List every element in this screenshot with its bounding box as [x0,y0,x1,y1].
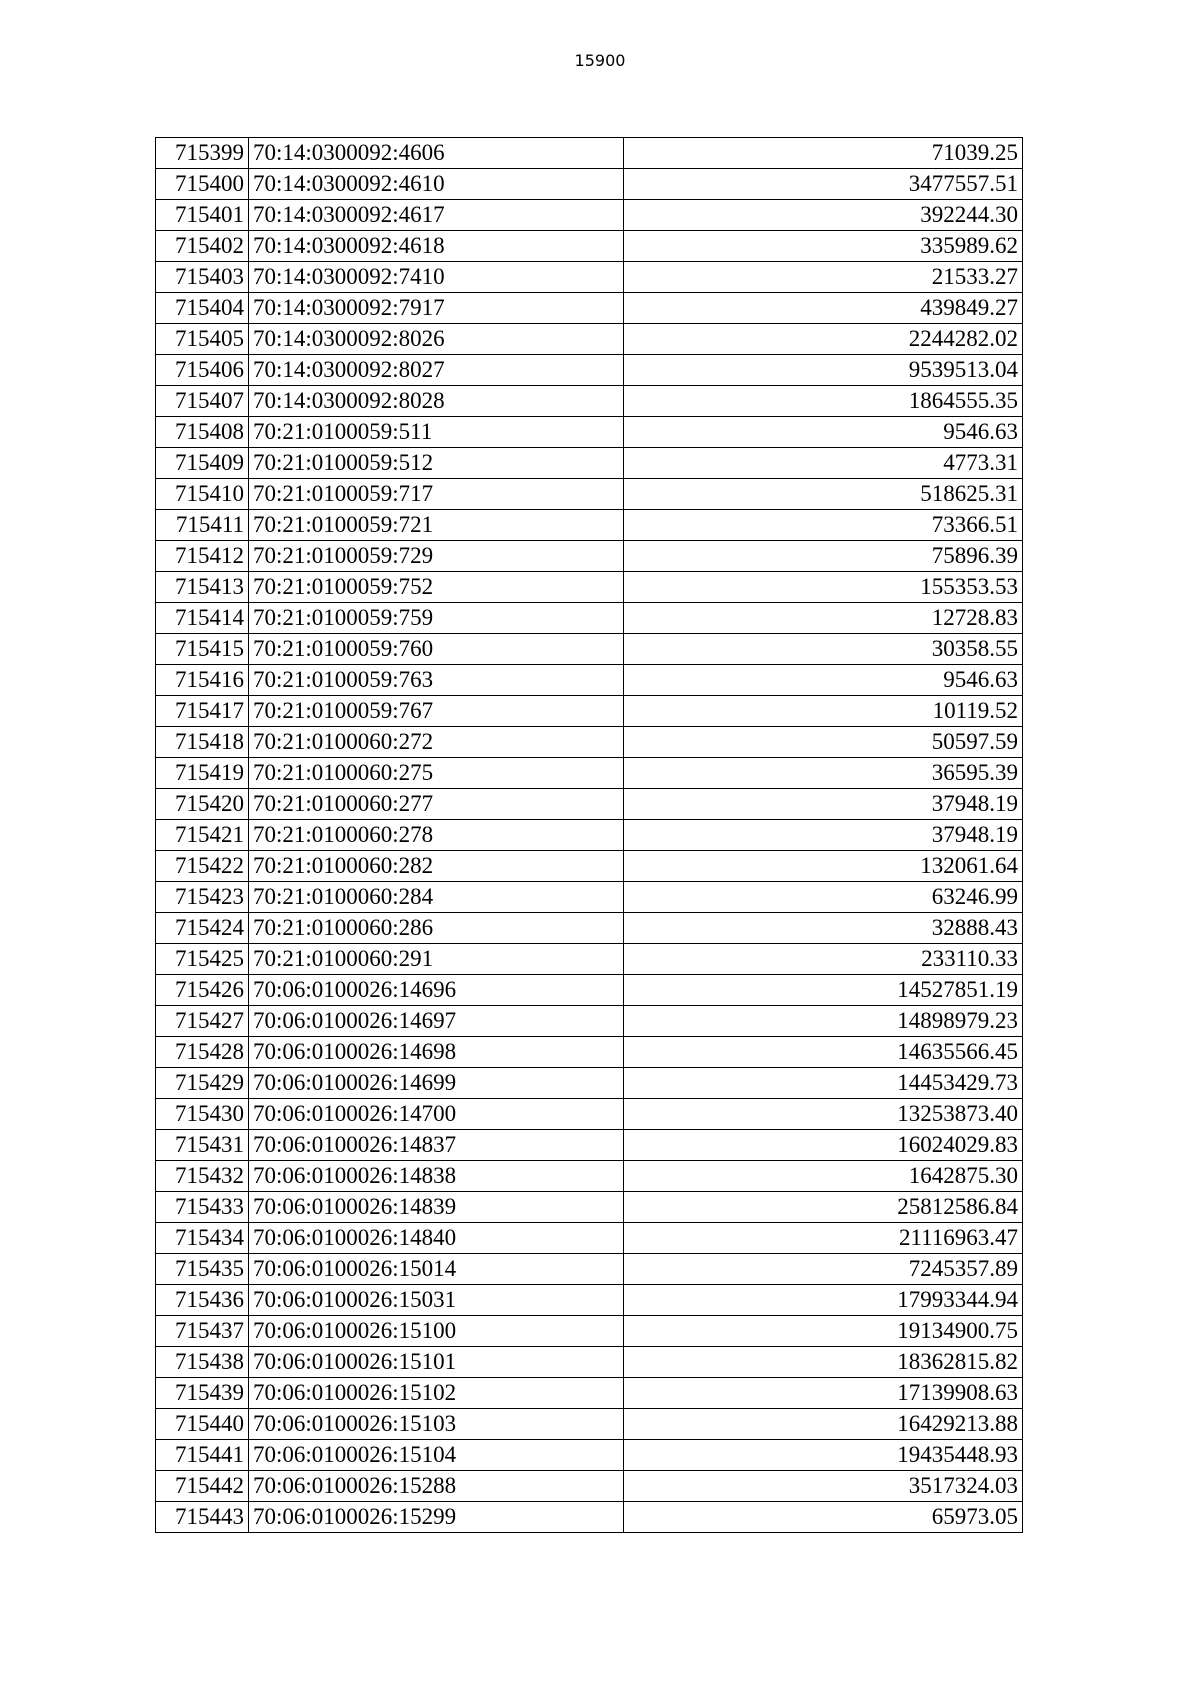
row-number: 715414 [156,603,249,634]
table-row [156,231,1023,262]
cadastral-number: 70:21:0100059:717 [249,479,624,510]
row-value: 12728.83 [624,603,1023,634]
table-row [156,1316,1023,1347]
table-row [156,789,1023,820]
row-number: 715421 [156,820,249,851]
table-row [156,1254,1023,1285]
row-number: 715409 [156,448,249,479]
table-row [156,479,1023,510]
row-number: 715404 [156,293,249,324]
row-number: 715412 [156,541,249,572]
row-value: 36595.39 [624,758,1023,789]
cadastral-number: 70:06:0100026:15100 [249,1316,624,1347]
data-table [155,137,1023,1533]
row-number: 715441 [156,1440,249,1471]
cadastral-number: 70:06:0100026:14698 [249,1037,624,1068]
cadastral-number: 70:06:0100026:14839 [249,1192,624,1223]
cadastral-number: 70:14:0300092:4606 [249,138,624,169]
table-row [156,1285,1023,1316]
cadastral-number: 70:14:0300092:4618 [249,231,624,262]
table-row [156,293,1023,324]
row-value: 17993344.94 [624,1285,1023,1316]
cadastral-number: 70:06:0100026:14696 [249,975,624,1006]
cadastral-number: 70:21:0100059:512 [249,448,624,479]
table-row [156,820,1023,851]
row-number: 715437 [156,1316,249,1347]
table-row [156,1099,1023,1130]
table-row [156,975,1023,1006]
row-value: 75896.39 [624,541,1023,572]
cadastral-number: 70:14:0300092:8027 [249,355,624,386]
row-number: 715408 [156,417,249,448]
row-value: 73366.51 [624,510,1023,541]
table-row [156,1068,1023,1099]
table-row [156,758,1023,789]
table-row [156,1347,1023,1378]
row-value: 32888.43 [624,913,1023,944]
cadastral-number: 70:21:0100060:284 [249,882,624,913]
cadastral-number: 70:06:0100026:15031 [249,1285,624,1316]
row-value: 18362815.82 [624,1347,1023,1378]
row-number: 715429 [156,1068,249,1099]
row-number: 715442 [156,1471,249,1502]
cadastral-number: 70:06:0100026:15014 [249,1254,624,1285]
cadastral-number: 70:21:0100059:759 [249,603,624,634]
row-value: 2244282.02 [624,324,1023,355]
table-row [156,1409,1023,1440]
cadastral-number: 70:06:0100026:15299 [249,1502,624,1533]
row-value: 14635566.45 [624,1037,1023,1068]
cadastral-number: 70:21:0100060:291 [249,944,624,975]
cadastral-number: 70:21:0100060:277 [249,789,624,820]
cadastral-number: 70:06:0100026:15102 [249,1378,624,1409]
cadastral-number: 70:14:0300092:4617 [249,200,624,231]
table-row [156,851,1023,882]
row-number: 715407 [156,386,249,417]
cadastral-number: 70:21:0100059:721 [249,510,624,541]
cadastral-number: 70:21:0100060:282 [249,851,624,882]
row-number: 715410 [156,479,249,510]
row-number: 715435 [156,1254,249,1285]
table-row [156,138,1023,169]
row-number: 715426 [156,975,249,1006]
cadastral-number: 70:06:0100026:15288 [249,1471,624,1502]
cadastral-number: 70:21:0100060:272 [249,727,624,758]
table-row [156,665,1023,696]
row-number: 715411 [156,510,249,541]
row-number: 715405 [156,324,249,355]
row-number: 715440 [156,1409,249,1440]
row-value: 17139908.63 [624,1378,1023,1409]
table-row [156,324,1023,355]
row-number: 715439 [156,1378,249,1409]
table-row [156,1161,1023,1192]
table-row [156,1440,1023,1471]
row-number: 715420 [156,789,249,820]
cadastral-number: 70:14:0300092:7917 [249,293,624,324]
cadastral-number: 70:21:0100059:760 [249,634,624,665]
row-value: 335989.62 [624,231,1023,262]
cadastral-number: 70:14:0300092:4610 [249,169,624,200]
table-row [156,169,1023,200]
row-value: 233110.33 [624,944,1023,975]
row-number: 715431 [156,1130,249,1161]
table-row [156,510,1023,541]
row-value: 3477557.51 [624,169,1023,200]
row-number: 715423 [156,882,249,913]
row-value: 30358.55 [624,634,1023,665]
row-number: 715436 [156,1285,249,1316]
cadastral-number: 70:14:0300092:7410 [249,262,624,293]
row-value: 10119.52 [624,696,1023,727]
cadastral-number: 70:06:0100026:14699 [249,1068,624,1099]
row-value: 25812586.84 [624,1192,1023,1223]
row-value: 518625.31 [624,479,1023,510]
row-number: 715400 [156,169,249,200]
row-number: 715427 [156,1006,249,1037]
row-value: 392244.30 [624,200,1023,231]
row-value: 16429213.88 [624,1409,1023,1440]
row-value: 65973.05 [624,1502,1023,1533]
row-value: 9539513.04 [624,355,1023,386]
table-row [156,1130,1023,1161]
row-number: 715438 [156,1347,249,1378]
row-number: 715424 [156,913,249,944]
row-value: 19134900.75 [624,1316,1023,1347]
row-value: 7245357.89 [624,1254,1023,1285]
row-value: 71039.25 [624,138,1023,169]
row-number: 715434 [156,1223,249,1254]
cadastral-number: 70:14:0300092:8026 [249,324,624,355]
row-value: 14453429.73 [624,1068,1023,1099]
cadastral-number: 70:21:0100059:729 [249,541,624,572]
row-number: 715415 [156,634,249,665]
row-value: 63246.99 [624,882,1023,913]
table-row [156,1006,1023,1037]
row-value: 14898979.23 [624,1006,1023,1037]
table-row [156,386,1023,417]
table-row [156,1037,1023,1068]
table-row [156,1502,1023,1533]
row-number: 715430 [156,1099,249,1130]
row-value: 1642875.30 [624,1161,1023,1192]
row-value: 19435448.93 [624,1440,1023,1471]
table-row [156,1378,1023,1409]
row-value: 16024029.83 [624,1130,1023,1161]
table-row [156,727,1023,758]
cadastral-number: 70:21:0100059:752 [249,572,624,603]
row-number: 715406 [156,355,249,386]
row-value: 13253873.40 [624,1099,1023,1130]
row-number: 715403 [156,262,249,293]
row-value: 439849.27 [624,293,1023,324]
row-value: 9546.63 [624,417,1023,448]
row-number: 715433 [156,1192,249,1223]
row-number: 715432 [156,1161,249,1192]
row-value: 155353.53 [624,572,1023,603]
table-row [156,944,1023,975]
table-body [156,138,1023,1533]
cadastral-number: 70:06:0100026:14840 [249,1223,624,1254]
page-number: 15900 [574,51,626,70]
cadastral-number: 70:21:0100060:275 [249,758,624,789]
row-number: 715401 [156,200,249,231]
row-value: 1864555.35 [624,386,1023,417]
cadastral-number: 70:06:0100026:14700 [249,1099,624,1130]
cadastral-number: 70:06:0100026:15101 [249,1347,624,1378]
table-row [156,572,1023,603]
cadastral-number: 70:14:0300092:8028 [249,386,624,417]
cadastral-number: 70:21:0100059:511 [249,417,624,448]
row-number: 715428 [156,1037,249,1068]
row-number: 715443 [156,1502,249,1533]
row-value: 14527851.19 [624,975,1023,1006]
row-number: 715419 [156,758,249,789]
row-value: 3517324.03 [624,1471,1023,1502]
cadastral-number: 70:06:0100026:14837 [249,1130,624,1161]
table-row [156,634,1023,665]
row-number: 715402 [156,231,249,262]
row-value: 21116963.47 [624,1223,1023,1254]
row-value: 4773.31 [624,448,1023,479]
table-row [156,882,1023,913]
table-row [156,448,1023,479]
row-value: 9546.63 [624,665,1023,696]
cadastral-number: 70:21:0100059:767 [249,696,624,727]
table-row [156,541,1023,572]
row-value: 132061.64 [624,851,1023,882]
cadastral-number: 70:06:0100026:15104 [249,1440,624,1471]
row-number: 715418 [156,727,249,758]
cadastral-number: 70:06:0100026:15103 [249,1409,624,1440]
table-row [156,1471,1023,1502]
table-row [156,1223,1023,1254]
row-number: 715399 [156,138,249,169]
row-number: 715417 [156,696,249,727]
table-row [156,355,1023,386]
cadastral-number: 70:21:0100060:286 [249,913,624,944]
table-row [156,696,1023,727]
cadastral-number: 70:21:0100059:763 [249,665,624,696]
row-value: 37948.19 [624,789,1023,820]
cadastral-number: 70:21:0100060:278 [249,820,624,851]
table-row [156,913,1023,944]
table-row [156,200,1023,231]
row-number: 715413 [156,572,249,603]
row-number: 715422 [156,851,249,882]
row-value: 50597.59 [624,727,1023,758]
row-value: 21533.27 [624,262,1023,293]
table-row [156,417,1023,448]
table-row [156,1192,1023,1223]
row-value: 37948.19 [624,820,1023,851]
table-row [156,603,1023,634]
cadastral-number: 70:06:0100026:14697 [249,1006,624,1037]
row-number: 715416 [156,665,249,696]
cadastral-number: 70:06:0100026:14838 [249,1161,624,1192]
table-row [156,262,1023,293]
row-number: 715425 [156,944,249,975]
